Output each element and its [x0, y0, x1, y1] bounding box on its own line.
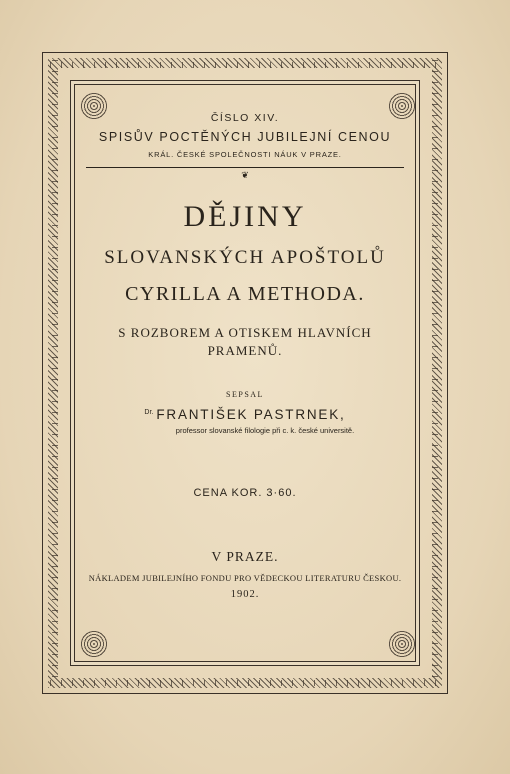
- subtitle: S ROZBOREM A OTISKEM HLAVNÍCH PRAMENŮ.: [118, 325, 372, 358]
- ornament-left: [52, 60, 58, 686]
- title-content: [80, 112, 410, 600]
- author-name-text: FRANTIŠEK PASTRNEK,: [156, 407, 346, 422]
- title-line-3: CYRILLA A METHODA.: [125, 283, 365, 305]
- author-name: [80, 407, 410, 422]
- ornament-top: [50, 62, 440, 68]
- corner-ornament-icon: [80, 630, 108, 658]
- fleuron-icon: ❦: [241, 170, 249, 180]
- corner-ornament-icon: [388, 630, 416, 658]
- society-name: KRÁL. ČESKÉ SPOLEČNOSTI NÁUK V PRAZE.: [148, 150, 342, 159]
- series-number: ČÍSLO XIV.: [210, 112, 280, 124]
- price: CENA KOR. 3·60.: [193, 487, 297, 499]
- imprint-place: V PRAZE.: [211, 549, 279, 564]
- imprint-year: 1902.: [230, 589, 260, 600]
- author-title-prefix: Dr.: [144, 409, 154, 416]
- title-line-2: SLOVANSKÝCH APOŠTOLŮ: [104, 247, 386, 268]
- series-title: SPISŮV POCTĚNÝCH JUBILEJNÍ CENOU: [98, 130, 392, 144]
- ornament-bottom: [50, 680, 440, 686]
- author-position: professor slovanské filologie při c. k. české universitě.: [175, 426, 355, 435]
- imprint-publisher: NÁKLADEM JUBILEJNÍHO FONDU PRO VĚDECKOU LITERATURU ČESKOU.: [88, 573, 402, 583]
- author-label: SEPSAL: [226, 390, 264, 399]
- title-main: DĚJINY: [183, 200, 307, 233]
- header-rule: [86, 167, 404, 168]
- ornament-right: [432, 60, 438, 686]
